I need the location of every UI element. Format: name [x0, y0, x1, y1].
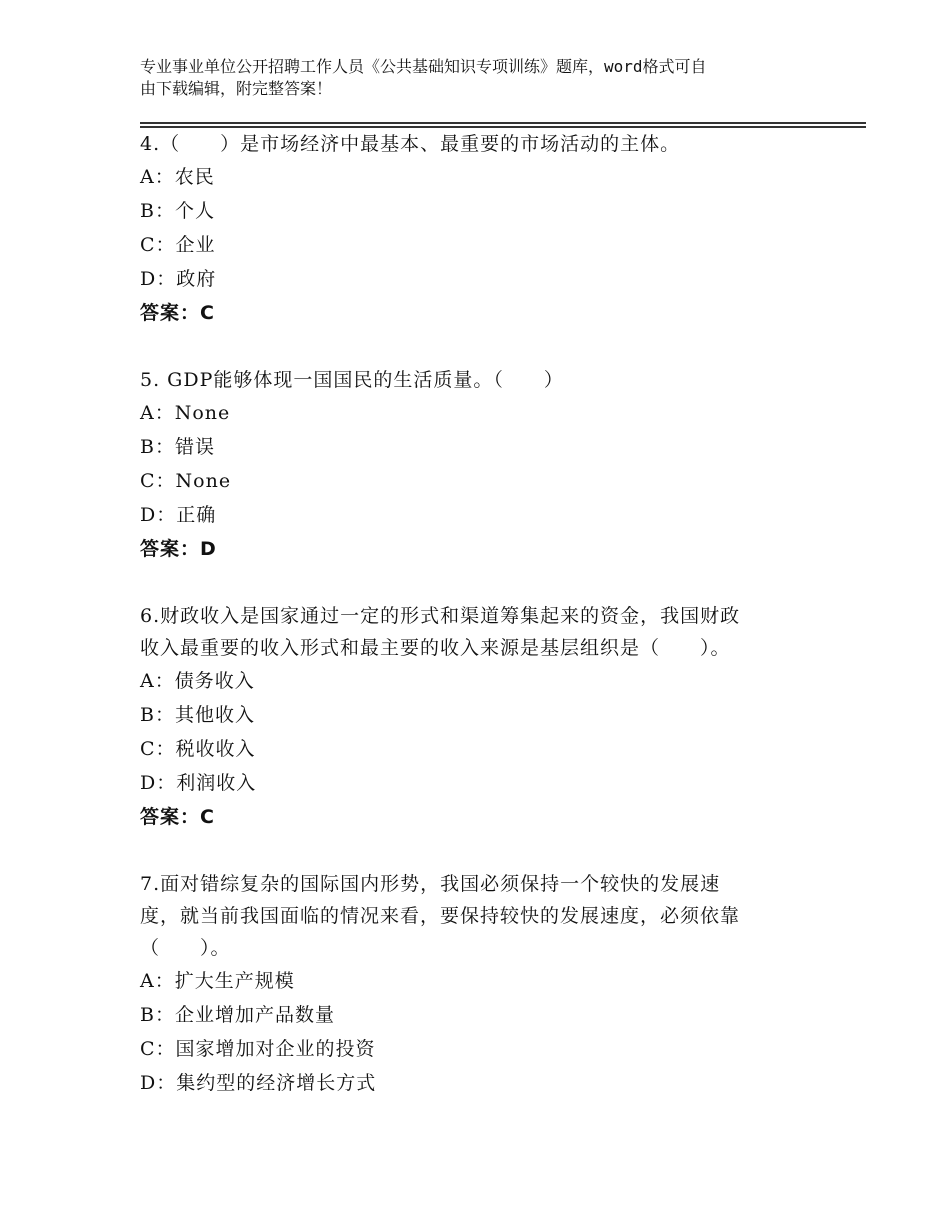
question-stem: 4.（ ）是市场经济中最基本、最重要的市场活动的主体。 — [140, 133, 681, 155]
option-d: D：正确 — [140, 504, 217, 526]
option-a: A：None — [140, 402, 231, 424]
answer: 答案：C — [140, 302, 215, 324]
option-d: D：政府 — [140, 268, 217, 290]
option-b: B：个人 — [140, 200, 215, 222]
option-a: A：债务收入 — [140, 670, 255, 692]
question-list — [140, 128, 820, 1100]
option-b: B：企业增加产品数量 — [140, 1004, 335, 1026]
header-rule-top — [140, 122, 866, 124]
question-5 — [140, 364, 820, 566]
option-d: D：集约型的经济增长方式 — [140, 1072, 377, 1094]
answer: 答案：D — [140, 538, 217, 560]
header-line-2: 由下载编辑，附完整答案！ — [140, 79, 333, 98]
document-header — [140, 56, 820, 100]
option-b: B：错误 — [140, 436, 215, 458]
question-stem-line-2: 收入最重要的收入形式和最主要的收入来源是基层组织是（ ）。 — [140, 637, 731, 659]
question-stem-line-1: 6.财政收入是国家通过一定的形式和渠道筹集起来的资金，我国财政 — [140, 605, 741, 627]
question-4 — [140, 128, 820, 330]
header-line-1: 专业事业单位公开招聘工作人员《公共基础知识专项训练》题库，word格式可自 — [140, 57, 707, 76]
option-b: B：其他收入 — [140, 704, 255, 726]
option-c: C：None — [140, 470, 232, 492]
option-a: A：扩大生产规模 — [140, 970, 295, 992]
option-d: D：利润收入 — [140, 772, 257, 794]
option-c: C：税收收入 — [140, 738, 256, 760]
answer: 答案：C — [140, 806, 215, 828]
question-stem-line-3: （ ）。 — [140, 937, 231, 959]
option-a: A：农民 — [140, 166, 215, 188]
option-c: C：企业 — [140, 234, 216, 256]
question-7 — [140, 868, 820, 1100]
option-c: C：国家增加对企业的投资 — [140, 1038, 376, 1060]
question-stem-line-2: 度，就当前我国面临的情况来看，要保持较快的发展速度，必须依靠 — [140, 905, 741, 927]
question-stem-line-1: 7.面对错综复杂的国际国内形势，我国必须保持一个较快的发展速 — [140, 873, 721, 895]
question-stem: 5. GDP能够体现一国国民的生活质量。（ ） — [140, 369, 564, 391]
question-6 — [140, 600, 820, 834]
